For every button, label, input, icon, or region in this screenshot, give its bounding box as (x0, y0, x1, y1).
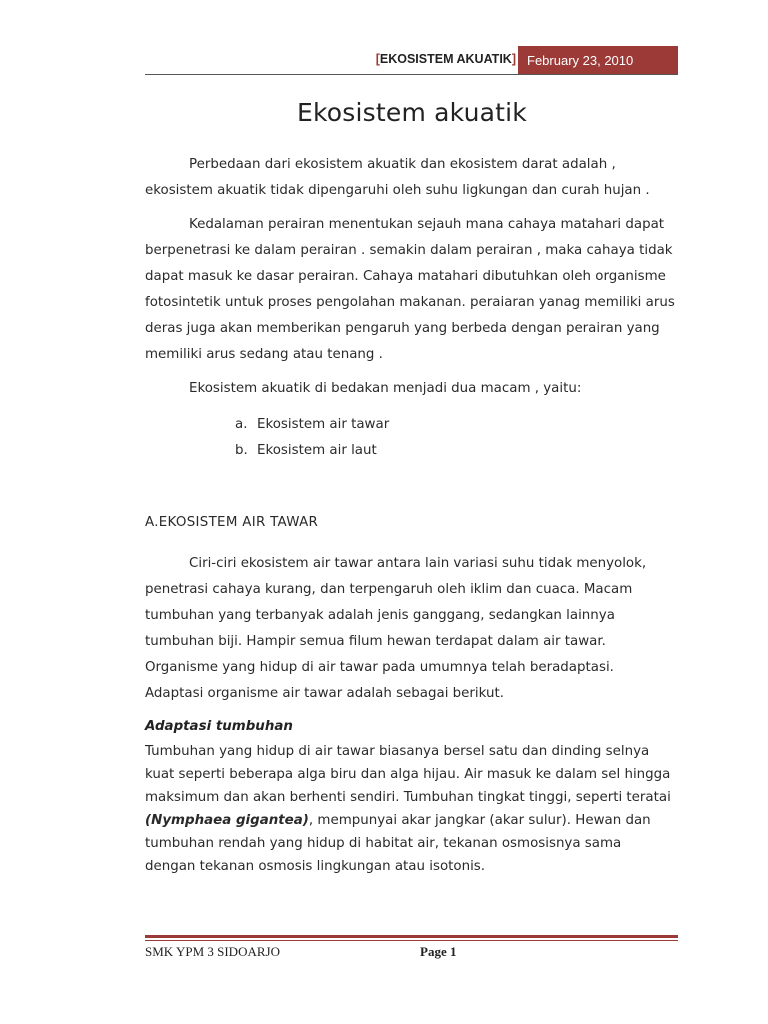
section-heading: A.EKOSISTEM AIR TAWAR (145, 515, 319, 530)
paragraph-freshwater: Ciri-ciri ekosistem air tawar antara lain variasi suhu tidak menyolok, penetrasi cahaya kurang, dan terpengaruh oleh iklim dan cuaca. Macam tumbuhan yang terbanyak adalah jenis ganggang, sedangkan lainnya tumbuhan biji. Hampir semua filum hewan terdapat dalam air tawar. Organisme yang hidup di air tawar pada umumnya telah beradaptasi. Adaptasi organisme air tawar adalah sebagai berikut. (145, 556, 647, 701)
species-name: (Nymphaea gigantea) (145, 813, 309, 828)
ecosystem-type-list (235, 412, 389, 464)
list-item (235, 412, 389, 438)
header-section-label: EKOSISTEM AKUATIK (379, 52, 512, 66)
paragraph-plant-adaptation (145, 740, 675, 878)
adaptation-text-after: , mempunyai akar jangkar (akar sulur). Hewan dan tumbuhan rendah yang hidup di habitat air, tekanan osmosisnya sama dengan tekanan osmosis lingkungan atau isotonis. (145, 813, 651, 874)
page-title: Ekosistem akuatik (297, 98, 527, 127)
list-item (235, 438, 389, 464)
list-item-text: Ekosistem air laut (257, 443, 377, 458)
list-marker: b. (235, 443, 248, 458)
footer-divider-thick (145, 935, 678, 938)
footer-school-name: SMK YPM 3 SIDOARJO (145, 944, 280, 959)
paragraph-intro: Perbedaan dari ekosistem akuatik dan ekosistem darat adalah , ekosistem akuatik tidak dipengaruhi oleh suhu ligkungan dan curah hujan . (145, 157, 650, 198)
header-bracket-open: [ (375, 52, 380, 66)
paragraph-depth: Kedalaman perairan menentukan sejauh mana cahaya matahari dapat berpenetrasi ke dalam perairan . semakin dalam perairan , maka cahaya tidak dapat masuk ke dasar perairan. Cahaya matahari dibutuhkan oleh organisme fotosintetik untuk proses pengolahan makanan. peraiaran yanag memiliki arus deras juga akan memberikan pengaruh yang berbeda dengan perairan yang memiliki arus sedang atau tenang . (145, 217, 675, 362)
list-item-text: Ekosistem air tawar (257, 417, 390, 432)
footer-divider-thin (145, 940, 678, 941)
paragraph-types-intro: Ekosistem akuatik di bedakan menjadi dua macam , yaitu: (189, 381, 582, 396)
header-bracket-close: ] (511, 52, 516, 66)
header-section-title (360, 52, 516, 66)
subheading-plant-adaptation: Adaptasi tumbuhan (145, 719, 293, 734)
list-marker: a. (235, 417, 248, 432)
adaptation-text-before: Tumbuhan yang hidup di air tawar biasanya bersel satu dan dinding selnya kuat seperti beberapa alga biru dan alga hijau. Air masuk ke dalam sel hingga maksimum dan akan berhenti sendiri. Tumbuhan tingkat tinggi, seperti teratai (145, 744, 671, 805)
footer-page-number: Page 1 (420, 944, 457, 959)
header-divider (145, 74, 678, 75)
header-date-badge: February 23, 2010 (518, 46, 678, 74)
